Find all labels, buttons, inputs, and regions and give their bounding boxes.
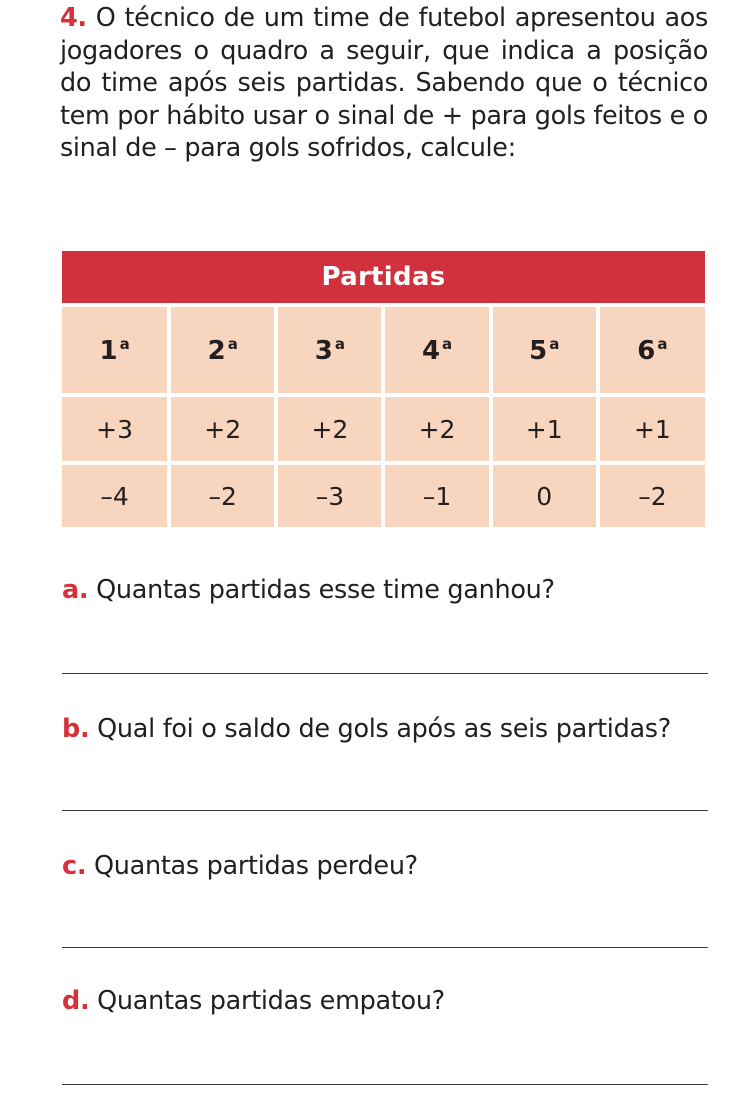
score-table (62, 251, 705, 527)
match-5-header: 5 $^a$ (491, 305, 598, 395)
exercise-text: O técnico de um time de futebol apresentou aos jogadores o quadro a seguir, que indica a posição do time após seis partidas. Sabendo que o técnico tem por hábito usar o sinal de + para gols feitos e o sinal de – para gols sofridos, calcule: (60, 3, 708, 164)
goals-conceded-row (62, 463, 705, 527)
question-text: Quantas partidas empatou? (97, 986, 445, 1016)
goals-scored-cell: +1 (491, 395, 598, 463)
goals-scored-cell: +3 (62, 395, 169, 463)
question-letter: b. (62, 714, 90, 744)
matches-table (62, 251, 705, 527)
table-caption: Partidas (62, 251, 705, 305)
goals-scored-cell: +2 (169, 395, 276, 463)
question-a (62, 575, 555, 605)
goals-scored-row (62, 395, 705, 463)
answer-line-a[interactable] (62, 673, 708, 674)
table-header-row (62, 305, 705, 395)
question-letter: a. (62, 575, 89, 605)
goals-scored-cell: +2 (383, 395, 490, 463)
question-c (62, 851, 418, 881)
goals-scored-cell: +1 (598, 395, 705, 463)
answer-line-d[interactable] (62, 1084, 708, 1085)
exercise-number: 4. (60, 3, 87, 33)
goals-conceded-cell: –1 (383, 463, 490, 527)
match-4-header: 4 $^a$ (383, 305, 490, 395)
question-text: Qual foi o saldo de gols após as seis partidas? (97, 714, 672, 744)
exercise-statement (60, 2, 708, 165)
match-1-header: 1 $^a$ (62, 305, 169, 395)
question-text: Quantas partidas perdeu? (94, 851, 418, 881)
question-b (62, 714, 671, 744)
question-text: Quantas partidas esse time ganhou? (96, 575, 555, 605)
goals-scored-cell: +2 (276, 395, 383, 463)
goals-conceded-cell: –2 (598, 463, 705, 527)
match-6-header: 6 $^a$ (598, 305, 705, 395)
question-d (62, 986, 445, 1016)
match-3-header: 3 $^a$ (276, 305, 383, 395)
goals-conceded-cell: 0 (491, 463, 598, 527)
answer-line-c[interactable] (62, 947, 708, 948)
question-letter: c. (62, 851, 87, 881)
goals-conceded-cell: –3 (276, 463, 383, 527)
question-letter: d. (62, 986, 90, 1016)
goals-conceded-cell: –2 (169, 463, 276, 527)
answer-line-b[interactable] (62, 810, 708, 811)
match-2-header: 2 $^a$ (169, 305, 276, 395)
goals-conceded-cell: –4 (62, 463, 169, 527)
